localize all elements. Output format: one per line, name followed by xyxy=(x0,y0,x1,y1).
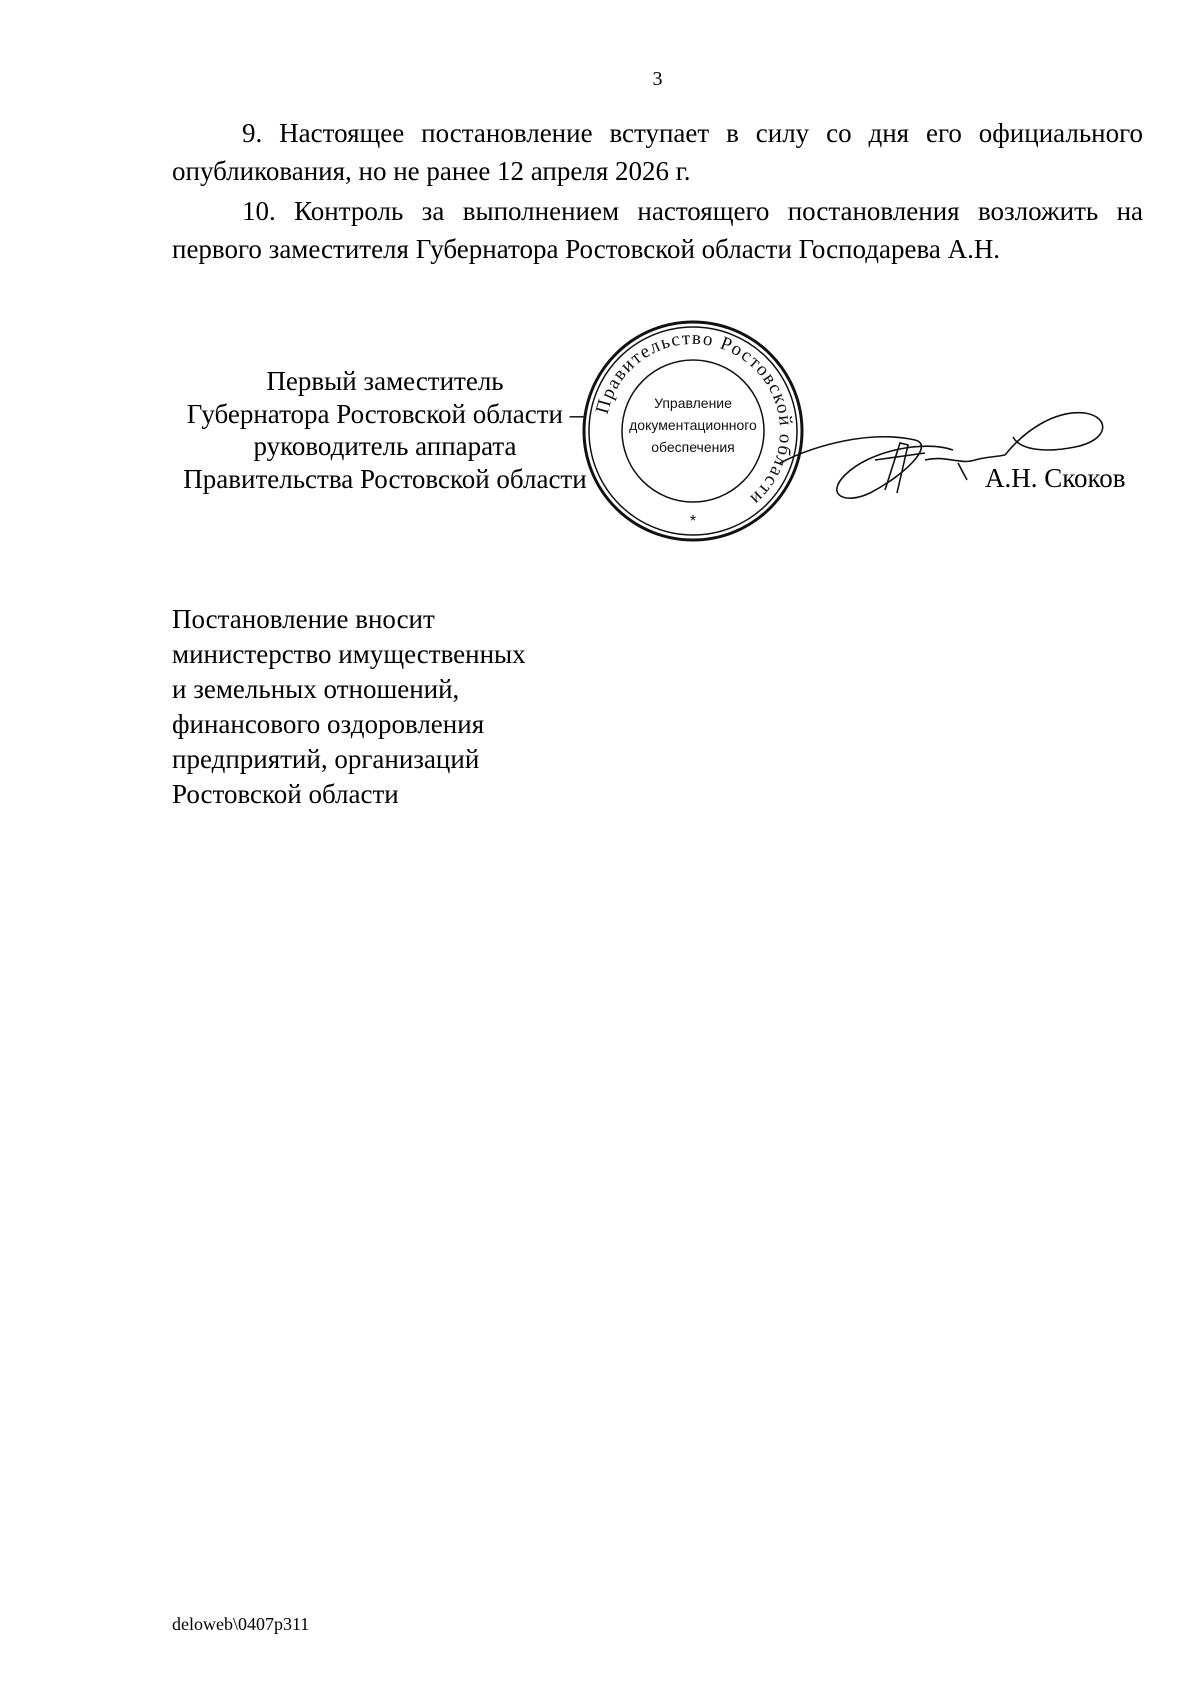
introducer-line: и земельных отношений, xyxy=(172,674,460,704)
paragraph-text: Контроль за выполнением настоящего постановления возложить на первого заместителя Губернатора Ростовской области Господарева А.Н. xyxy=(172,196,1143,264)
seal-inner-line: обеспечения xyxy=(651,439,735,455)
introducer-line: Ростовской области xyxy=(172,779,399,809)
position-line: Губернатора Ростовской области – xyxy=(186,398,584,429)
signatory-position xyxy=(150,365,620,495)
introducer-line: финансового оздоровления xyxy=(172,709,485,739)
introducer-line: предприятий, организаций xyxy=(172,744,480,774)
position-line: Правительства Ростовской области xyxy=(183,463,587,494)
introducer-block xyxy=(172,602,526,812)
seal-inner-line: Управление xyxy=(654,395,732,411)
introducer-line: министерство имущественных xyxy=(172,639,526,669)
paragraph-10 xyxy=(172,192,1143,268)
position-line: Первый заместитель xyxy=(266,366,504,396)
document-code: deloweb\0407p311 xyxy=(172,1614,310,1634)
paragraph-9 xyxy=(172,114,1143,190)
paragraph-text: Настоящее постановление вступает в силу со дня его официального опубликования, но не ранее 12 апреля 2026 г. xyxy=(172,118,1144,186)
seal-bottom-mark: * xyxy=(689,513,697,530)
position-line: руководитель аппарата xyxy=(253,431,517,461)
seal-outer-text: Правительство Ростовской области xyxy=(591,327,797,510)
signer-name: А.Н. Скоков xyxy=(985,463,1126,493)
introducer-line: Постановление вносит xyxy=(172,604,435,634)
paragraph-number: 9. xyxy=(242,118,263,148)
official-seal xyxy=(582,320,804,542)
page-number: 3 xyxy=(652,68,663,90)
paragraph-number: 10. xyxy=(242,196,276,226)
seal-inner-line: документационного xyxy=(629,417,757,433)
